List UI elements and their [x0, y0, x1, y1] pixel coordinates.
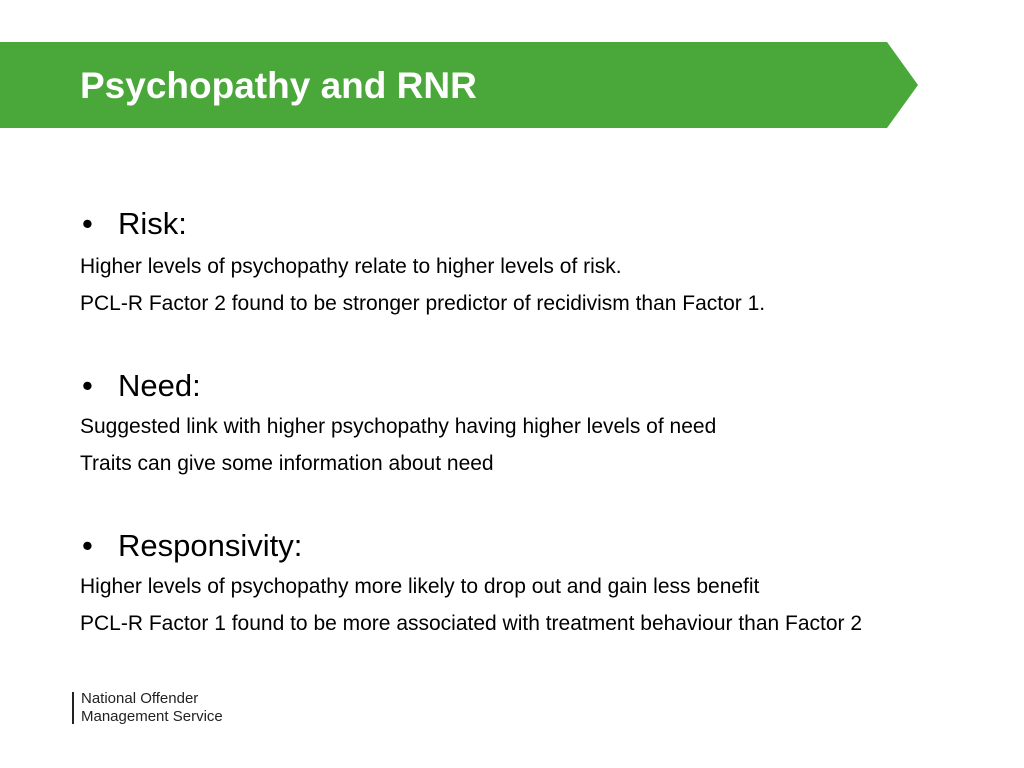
body-line: Suggested link with higher psychopathy having higher levels of need	[80, 415, 717, 438]
bullet-icon: •	[82, 368, 93, 403]
section-heading-risk	[80, 204, 187, 244]
section-risk	[80, 204, 766, 315]
heading-text: Responsivity:	[118, 528, 303, 563]
heading-text: Risk:	[118, 206, 187, 241]
logo-divider	[72, 692, 74, 724]
section-need	[80, 366, 717, 475]
body-line: Higher levels of psychopathy more likely to drop out and gain less benefit	[80, 575, 760, 598]
body-line: Higher levels of psychopathy relate to higher levels of risk.	[80, 255, 622, 278]
body-line: Traits can give some information about need	[80, 452, 494, 475]
section-heading-responsivity	[80, 526, 302, 566]
bullet-icon: •	[82, 528, 93, 563]
body-line: PCL-R Factor 2 found to be stronger predictor of recidivism than Factor 1.	[80, 292, 766, 315]
heading-text: Need:	[118, 368, 201, 403]
slide-title: Psychopathy and RNR	[80, 65, 477, 106]
section-heading-need	[80, 366, 201, 406]
logo-line-1: National Offender	[81, 690, 199, 707]
bullet-icon: •	[82, 206, 93, 241]
logo-line-2: Management Service	[81, 708, 223, 725]
body-line: PCL-R Factor 1 found to be more associated with treatment behaviour than Factor 2	[80, 612, 863, 635]
section-responsivity	[80, 526, 863, 635]
logo-text	[81, 690, 223, 726]
